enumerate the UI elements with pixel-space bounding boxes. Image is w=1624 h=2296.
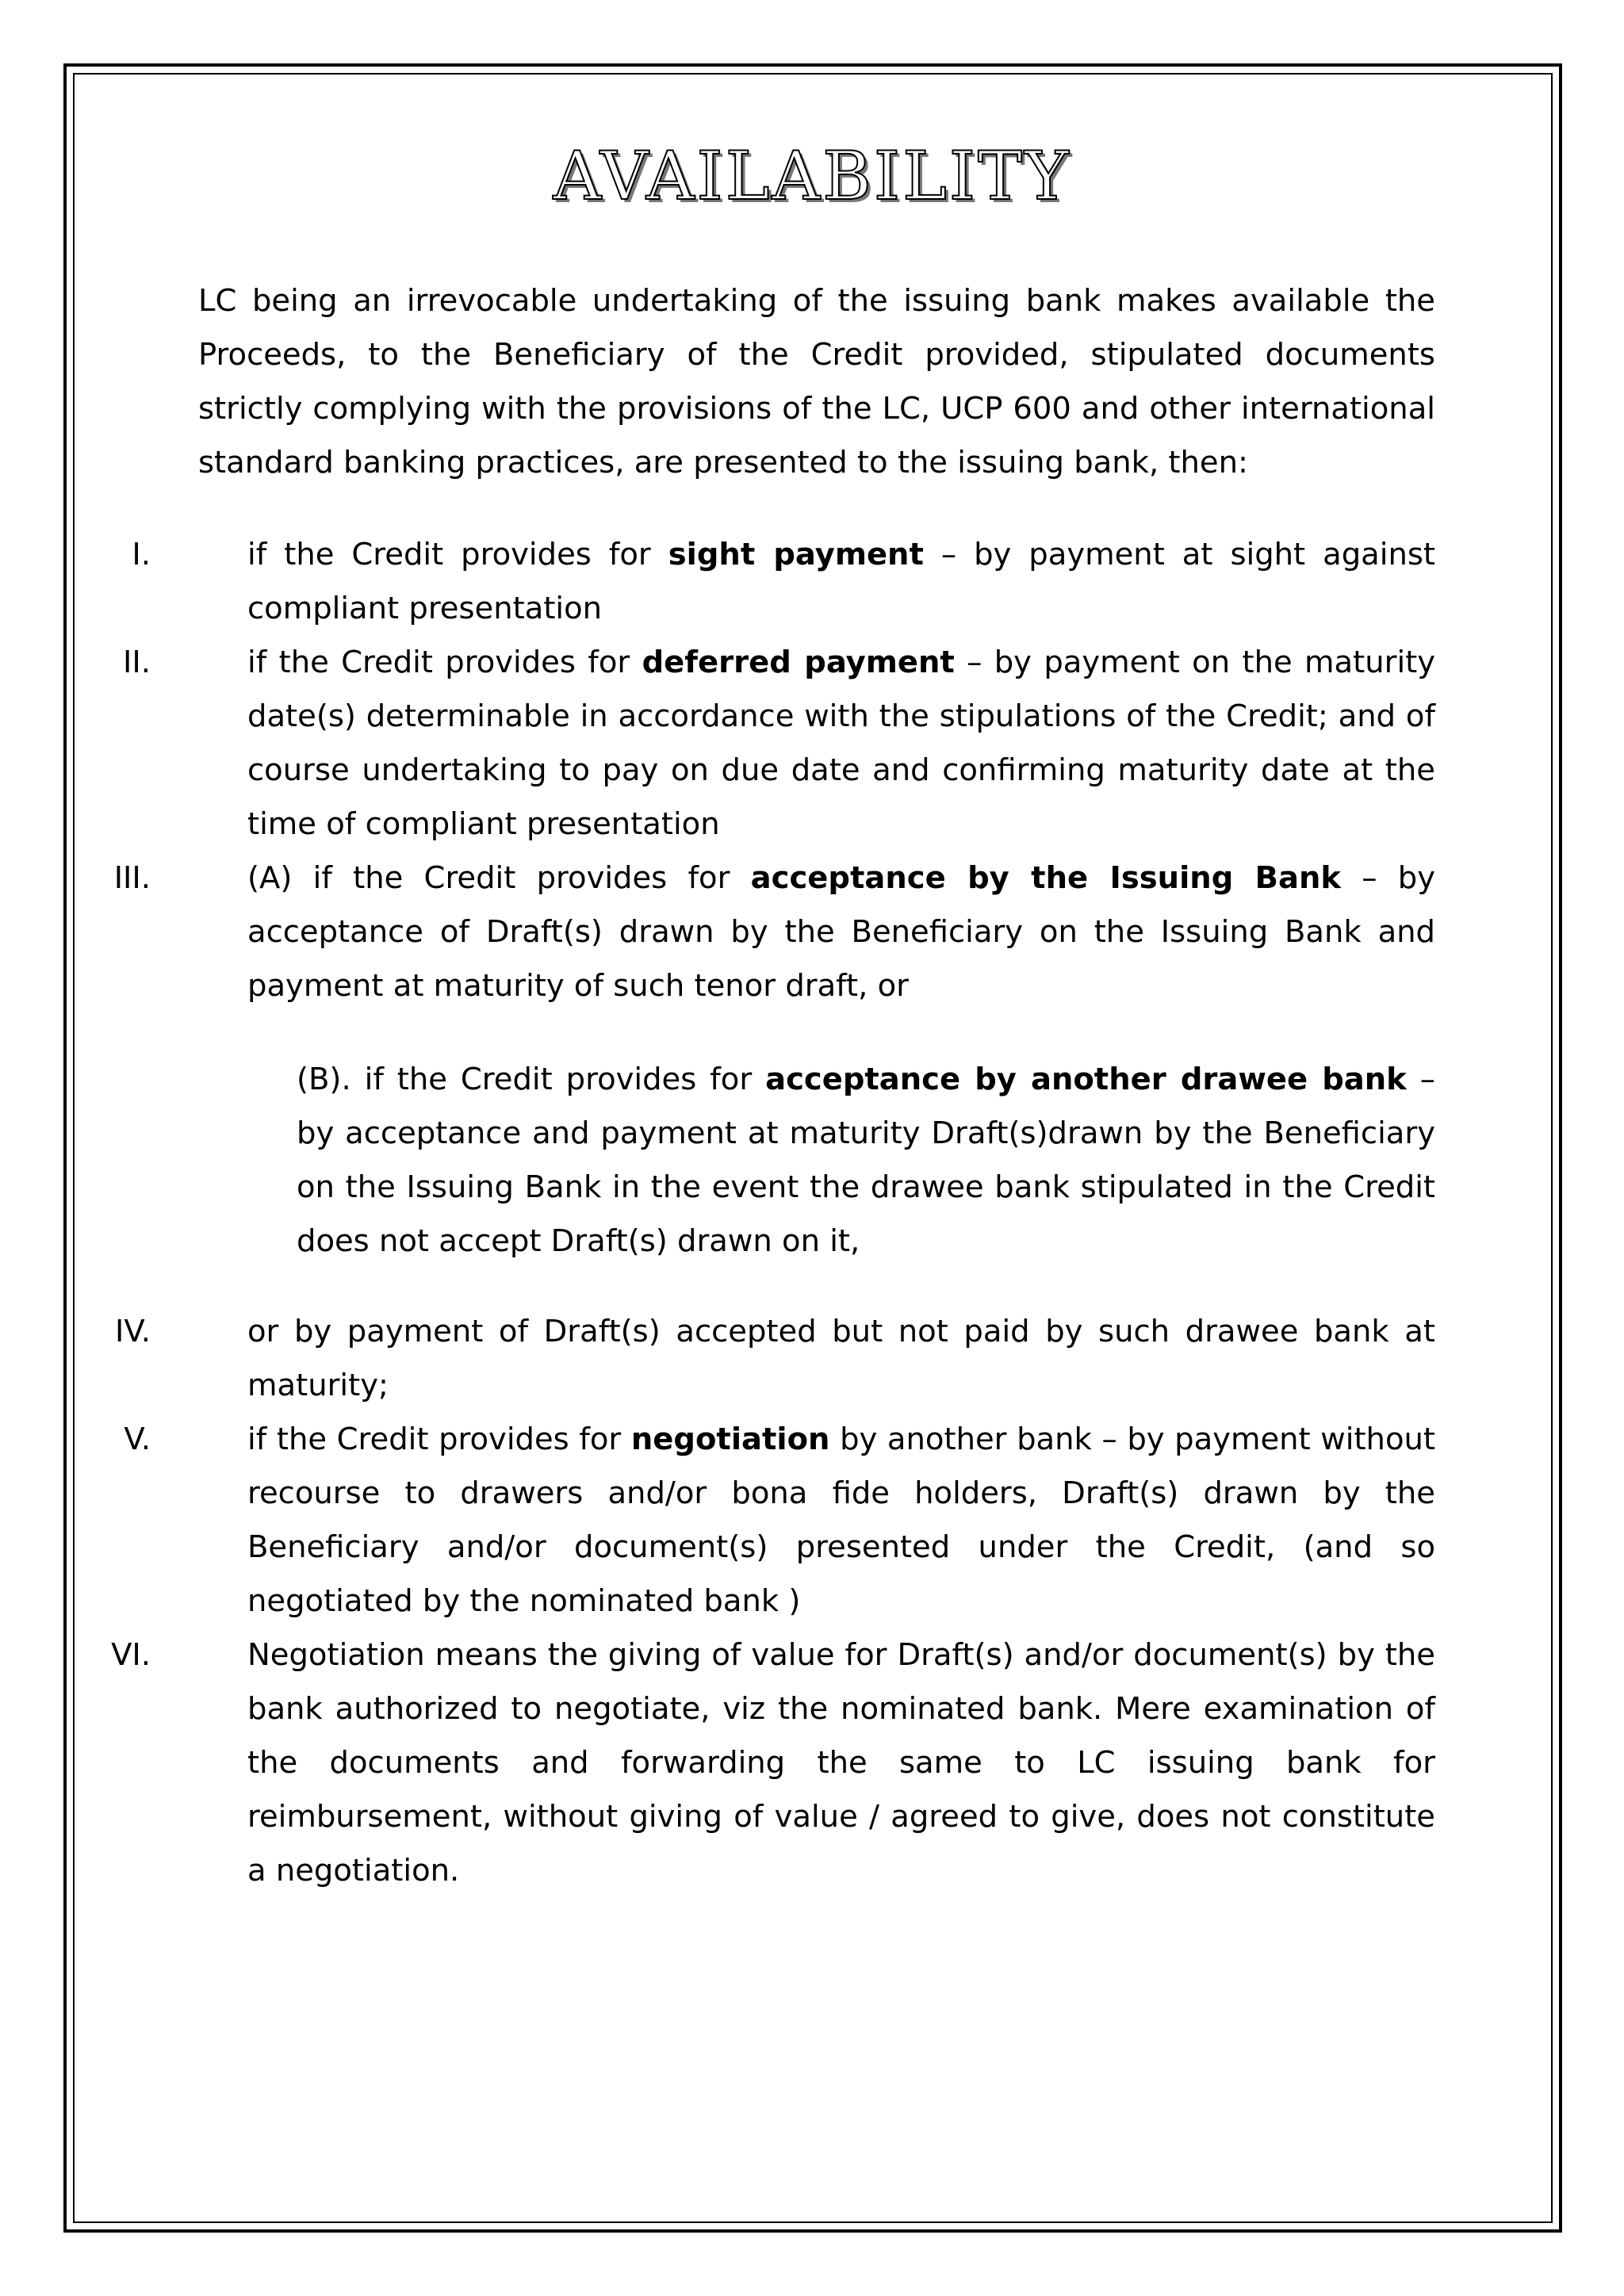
bold-term: acceptance by another drawee bank [765, 1062, 1407, 1097]
document-body [111, 274, 1436, 1898]
availability-list-continued [111, 1305, 1436, 1898]
list-item [115, 1305, 1435, 1413]
bold-term: sight payment [668, 537, 924, 572]
list-item-text: (A) if the Credit provides for acceptance by the Issuing Bank – by acceptance of Draft(s) drawn by the Beneficiary on the Issuing Bank and payment at maturity of such tenor draft, or [247, 860, 1435, 1004]
page-title: AVAILABILITY [553, 137, 1071, 215]
bold-term: deferred payment [642, 645, 955, 680]
list-item-text: or by payment of Draft(s) accepted but not paid by such drawee bank at maturity; [247, 1314, 1435, 1403]
list-numeral: VI. [111, 1637, 151, 1673]
list-item [124, 1413, 1436, 1628]
list-numeral: V. [124, 1422, 151, 1457]
list-item [132, 528, 1436, 636]
list-numeral: III. [113, 860, 151, 896]
sub-paragraph-b: (B). if the Credit provides for acceptance by another drawee bank – by acceptance and payment at maturity Draft(s)drawn by the Beneficiary on the Issuing Bank in the event the drawee bank stipulated in the Credit does not accept Draft(s) drawn on it, [297, 1062, 1435, 1259]
list-item [113, 851, 1435, 1013]
list-numeral: II. [123, 645, 151, 680]
list-item-text: if the Credit provides for negotiation by another bank – by payment without recourse to drawers and/or bona fide holders, Draft(s) drawn by the Beneficiary and/or document(s) presented under the Credit, (and so negotiated by the nominated bank ) [247, 1422, 1436, 1619]
intro-paragraph: LC being an irrevocable undertaking of the issuing bank makes available the Proceeds, to the Beneficiary of the Credit provided, stipulated documents strictly complying with the provisions of the LC, UCP 600 and other international standard banking practices, are presented to the issuing bank, then: [198, 283, 1435, 480]
list-item-text: if the Credit provides for sight payment – by payment at sight against compliant presentation [247, 537, 1436, 626]
list-item-text: Negotiation means the giving of value for Draft(s) and/or document(s) by the bank authorized to negotiate, viz the nominated bank. Mere examination of the documents and forwarding the same to LC issuing bank for reimbursement, without giving of value / agreed to give, does not constitute a negotiation. [247, 1637, 1435, 1888]
availability-list [113, 528, 1436, 1013]
list-item [111, 1628, 1435, 1898]
list-numeral: I. [132, 537, 151, 572]
list-item-text: if the Credit provides for deferred payment – by payment on the maturity date(s) determinable in accordance with the stipulations of the Credit; and of course undertaking to pay on due date and confirming maturity date at the time of compliant presentation [247, 645, 1436, 842]
list-numeral: IV. [115, 1314, 151, 1349]
bold-term: negotiation [630, 1422, 830, 1457]
bold-term: acceptance by the Issuing Bank [750, 860, 1342, 896]
list-item [123, 636, 1436, 851]
